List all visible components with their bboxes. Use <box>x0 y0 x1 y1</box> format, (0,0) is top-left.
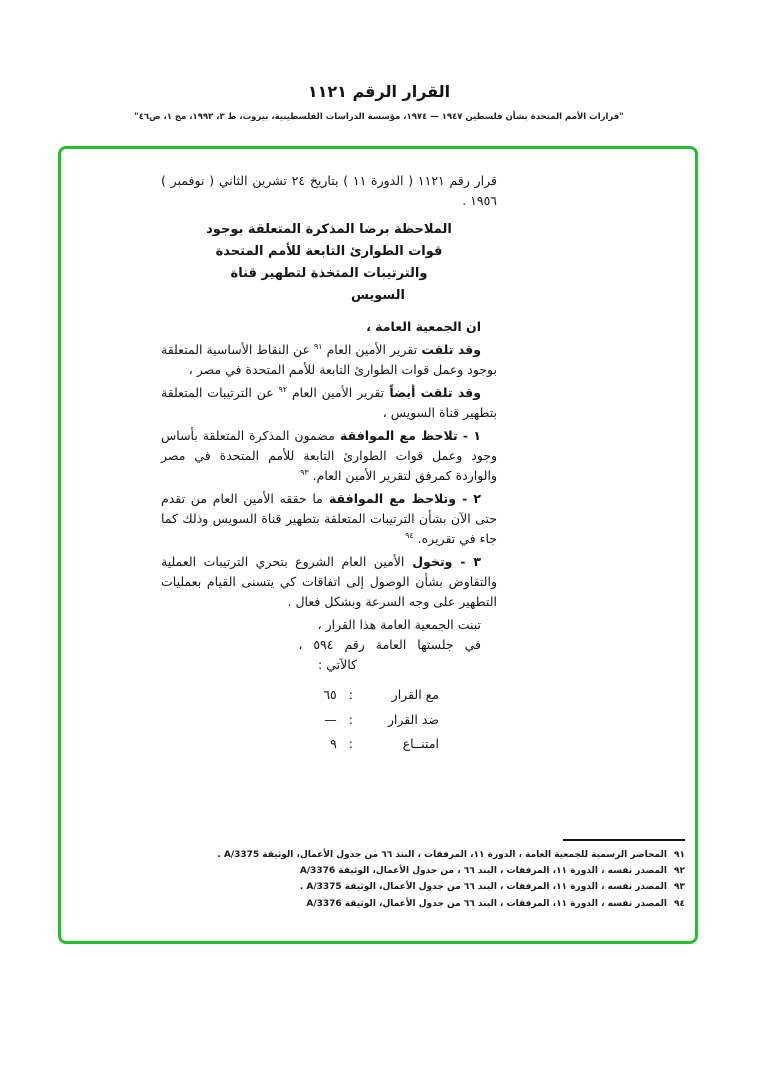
paragraph-lead: ان الجمعية العامة ، <box>366 319 481 335</box>
footnote-text: المصدر نفسه ، الدورة ١١، المرفقات ، البند ٦٦ من جدول الأعمال، الوثيقة A/3376 <box>306 898 667 909</box>
paragraph <box>161 489 497 549</box>
paragraph-text: عن النقاط الأساسية المتعلقة بوجود وعمل قوات الطوارئ التابعة للأمم المتحدة في مصر ، <box>161 342 497 378</box>
footnote <box>193 863 685 879</box>
vote-row <box>161 683 439 707</box>
vote-colon: : <box>348 687 353 703</box>
closing-line: كالآتي : <box>318 657 357 673</box>
vote-label: امتنــاع <box>402 736 439 752</box>
vote-label: ضد القرار <box>387 711 439 727</box>
footnote-text: المصدر نفسه ، الدورة ١١، المرفقات ، البند ٦٦ ، من جدول الأعمال، الوثيقة A/3376 <box>299 866 667 877</box>
heading-line: والترتيبات المتخذة لتطهير قناة <box>230 266 428 282</box>
footnote-ref: ٩٤ <box>405 531 414 541</box>
resolution-body <box>161 171 497 757</box>
paragraph-text: تقرير الأمين العام <box>322 342 418 358</box>
closing-line: تبنت الجمعية العامة هذا القرار ، <box>317 617 481 633</box>
heading-line: قوات الطوارئ التابعة للأمم المتحدة <box>215 244 443 260</box>
paragraph-number: ٣ - <box>452 554 481 570</box>
heading-line: السويس <box>351 288 405 304</box>
paragraph <box>161 552 497 612</box>
footnote-ref: ٩١ <box>313 342 323 352</box>
page-title: القرار الرقم ١١٢١ <box>307 82 451 101</box>
vote-label: مع القرار <box>391 687 439 703</box>
paragraph-text: عن الترتيبات المتعلقة بتطهير قناة السويس ، <box>161 385 497 421</box>
resolution-intro: قرار رقم ١١٢١ ( الدورة ١١ ) بتاريخ ٢٤ تشرين الثاني ( نوفمبر ) ١٩٥٦ . <box>161 173 497 208</box>
paragraph-lead: تلاحظ مع الموافقة <box>334 428 458 444</box>
footnote-number: ٩٣ <box>674 882 685 893</box>
footnote-number: ٩٢ <box>674 866 685 877</box>
footnote <box>193 896 685 912</box>
heading-line: الملاحظة برضا المذكرة المتعلقة بوجود <box>206 222 452 237</box>
footnote-text: المصدر نفسه ، الدورة ١١، المرفقات ، البند ٦٦ من جدول الأعمال، الوثيقة A/3375 . <box>299 882 667 893</box>
paragraph <box>161 383 497 423</box>
footnote-ref: ٩٢ <box>278 385 288 395</box>
paragraph-text: الأمين العام الشروع بتحري الترتيبات العملية والتفاوض بشأن الوصول إلى اتفاقات كي يتسنى القيام بعمليات التطهير على وجه السرعة وبشكل فعال . <box>161 554 497 610</box>
paragraph-lead: وقد تلقت أيضاً <box>384 385 481 401</box>
paragraph-text: مضمون المذكرة المتعلقة بأساس وجود وعمل قوات الطوارئ التابعة للأمم المتحدة في مصر والواردة كمرفق لتقرير الأمين العام. <box>161 428 497 484</box>
footnote-text: المحاضر الرسمية للجمعية العامة ، الدورة ١١، المرفقات ، البند ٦٦ من جدول الأعمال، الوثيقة A/3375 . <box>217 850 667 860</box>
paragraph-lead: وتلاحظ مع الموافقة <box>322 491 456 507</box>
annotation-box <box>58 146 698 944</box>
vote-value: — <box>324 711 337 727</box>
paragraph-number: ٢ - <box>455 491 481 507</box>
paragraph-text: تقرير الأمين العام <box>287 385 385 401</box>
closing-line: في جلستها العامة رقم ٥٩٤ ، <box>298 637 481 653</box>
resolution-heading <box>161 219 497 307</box>
vote-results <box>161 683 439 756</box>
vote-colon: : <box>348 711 353 727</box>
footnote <box>193 879 685 895</box>
vote-value: ٩ <box>330 736 337 752</box>
footnotes <box>193 839 685 912</box>
paragraph <box>161 340 497 380</box>
footnote-ref: ٩٣ <box>300 468 309 478</box>
vote-colon: : <box>348 736 353 752</box>
paragraph-lead: وقد تلقت <box>417 342 481 358</box>
vote-row <box>161 732 439 756</box>
paragraph-number: ١ - <box>457 428 481 444</box>
source-citation: "قرارات الأمم المتحدة بشأن فلسطين ١٩٤٧ — ١٩٧٤، مؤسسة الدراسات الفلسطينية، بيروت، ط ٣، ١٩٩٣، مج ١، ص٤٦" <box>134 112 624 122</box>
footnote-number: ٩١ <box>674 850 685 860</box>
footnote-divider <box>563 839 685 841</box>
paragraph <box>161 426 497 486</box>
vote-row <box>161 708 439 732</box>
footnote <box>193 847 685 863</box>
footnote-number: ٩٤ <box>674 898 685 909</box>
paragraph-lead: وتخول <box>404 554 453 570</box>
paragraph <box>161 317 497 337</box>
vote-value: ٦٥ <box>323 687 337 703</box>
paragraph-text: ما حققه الأمين العام من تقدم حتى الآن بشأن الترتيبات المتعلقة بتطهير قناة السويس وذلك كما جاء في تقريره. <box>161 491 497 547</box>
